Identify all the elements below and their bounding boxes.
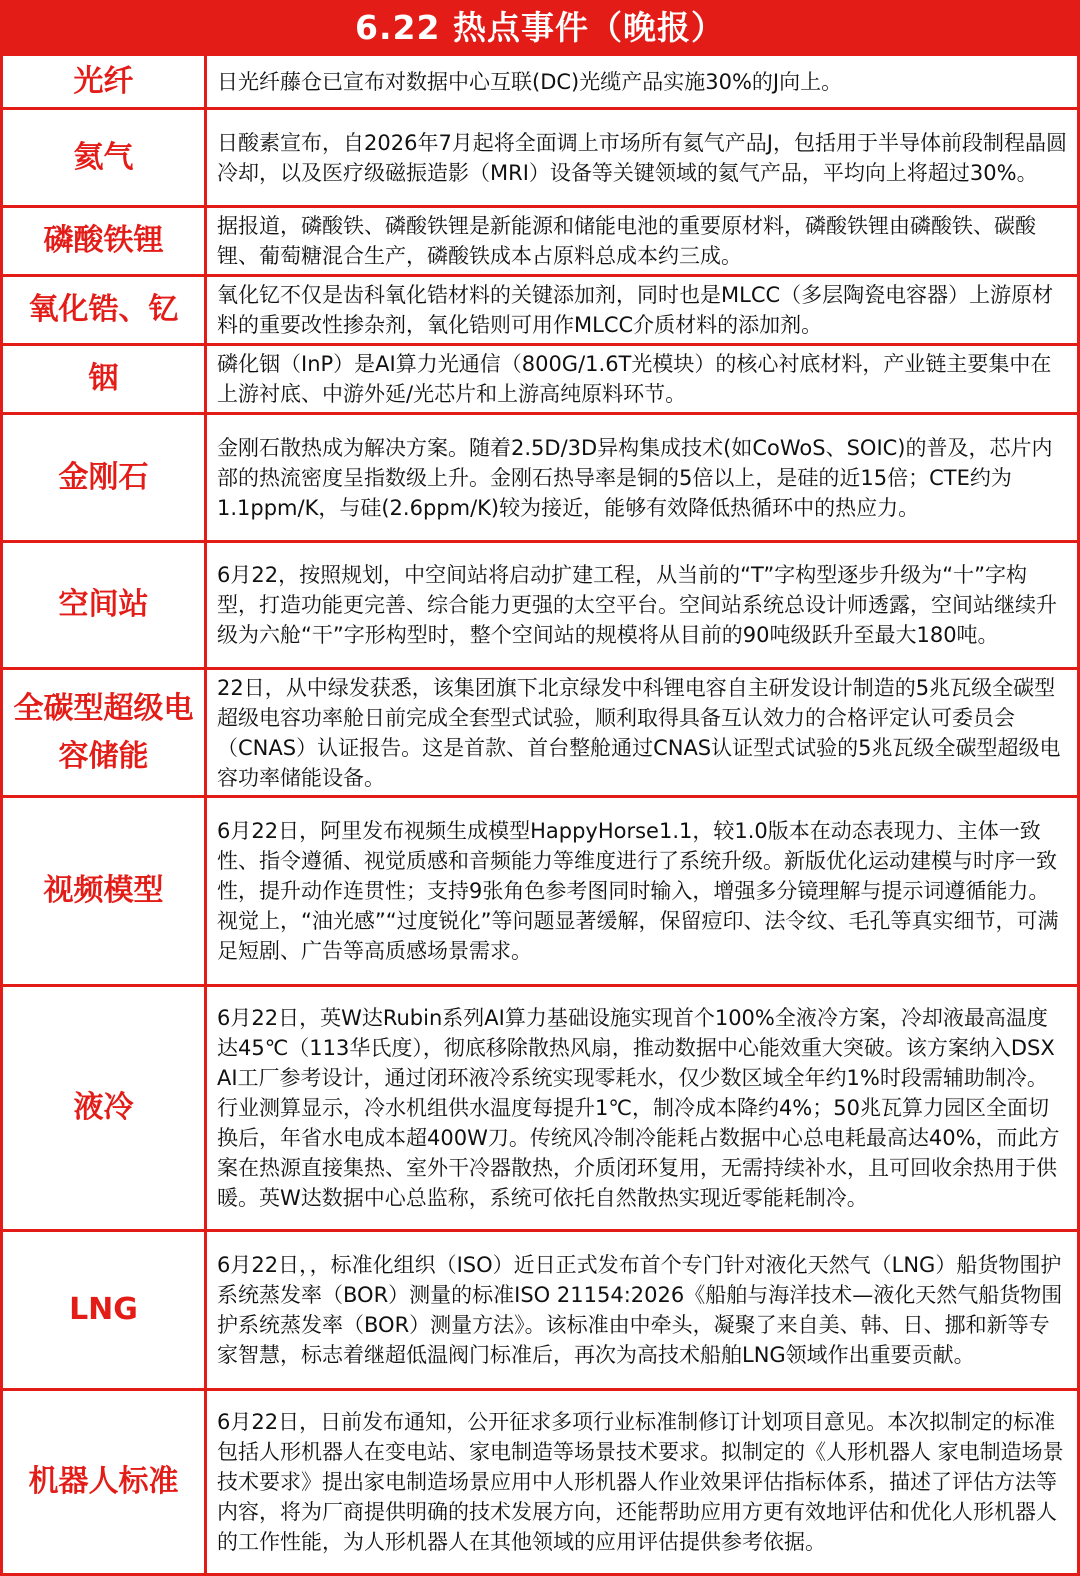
- table-row: [3, 795, 1077, 984]
- row-description: 氧化钇不仅是齿科氧化锆材料的关键添加剂，同时也是MLCC（多层陶瓷电容器）上游原材料的重要改性掺杂剂，氧化锆则可用作MLCC介质材料的添加剂。: [217, 283, 1054, 337]
- row-description: 据报道，磷酸铁、磷酸铁锂是新能源和储能电池的重要原材料，磷酸铁锂由磷酸铁、碳酸锂、葡萄糖混合生产，磷酸铁成本占原料总成本约三成。: [217, 214, 1036, 268]
- table-row: [3, 1388, 1077, 1573]
- table-row: [3, 107, 1077, 205]
- page-title: 6.22 热点事件（晚报）: [3, 3, 1077, 53]
- row-description: 6月22日，，标准化组织（ISO）近日正式发布首个专门针对液化天然气（LNG）船货物围护系统蒸发率（BOR）测量的标准ISO 21154:2026《船舶与海洋技术—液化天然气船货物围护系统蒸发率（BOR）测量方法》。该标准由中牵头，凝聚了来自美、韩、日、挪和新等专家智慧，标志着继超低温阀门标准后，再次为高技术船舶LNG领域作出重要贡献。: [217, 1253, 1063, 1367]
- table-row: [3, 1229, 1077, 1388]
- row-category: 铟: [3, 346, 207, 412]
- table-row: [3, 412, 1077, 540]
- row-category: 液冷: [3, 987, 207, 1229]
- table-row: [3, 984, 1077, 1229]
- row-category: LNG: [3, 1232, 207, 1388]
- table-row: [3, 205, 1077, 274]
- row-category: 空间站: [3, 543, 207, 667]
- table-row: [3, 53, 1077, 107]
- table-row: [3, 667, 1077, 795]
- table-row: [3, 343, 1077, 412]
- row-description: 6月22日，阿里发布视频生成模型HappyHorse1.1，较1.0版本在动态表现力、主体一致性、指令遵循、视觉质感和音频能力等维度进行了系统升级。新版优化运动建模与时序一致性，提升动作连贯性；支持9张角色参考图同时输入，增强多分镜理解与提示词遵循能力。视觉上，“油光感”“过度锐化”等问题显著缓解，保留痘印、法令纹、毛孔等真实细节，可满足短剧、广告等高质感场景需求。: [217, 819, 1059, 963]
- row-category: 视频模型: [3, 798, 207, 984]
- row-description: 日光纤藤仓已宣布对数据中心互联(DC)光缆产品实施30%的J向上。: [217, 69, 843, 94]
- row-category: 氦气: [3, 110, 207, 205]
- row-description: 22日，从中绿发获悉，该集团旗下北京绿发中科锂电容自主研发设计制造的5兆瓦级全碳型超级电容功率舱日前完成全套型式试验，顺利取得具备互认效力的合格评定认可委员会（CNAS）认证报告。这是首款、首台整舱通过CNAS认证型式试验的5兆瓦级全碳型超级电容功率储能设备。: [217, 675, 1061, 790]
- row-category: 光纤: [3, 56, 207, 107]
- row-category: 氧化锆、钇: [3, 277, 207, 343]
- row-category: 全碳型超级电容储能: [3, 670, 207, 795]
- row-description: 日酸素宣布，自2026年7月起将全面调上市场所有氦气产品J，包括用于半导体前段制程晶圆冷却，以及医疗级磁振造影（MRI）设备等关键领域的氦气产品，平均向上将超过30%。: [217, 130, 1067, 185]
- row-description: 磷化铟（InP）是AI算力光通信（800G/1.6T光模块）的核心衬底材料，产业链主要集中在上游衬底、中游外延/光芯片和上游高纯原料环节。: [217, 352, 1052, 406]
- row-category: 磷酸铁锂: [3, 208, 207, 274]
- row-description: 6月22日，英W达Rubin系列AI算力基础设施实现首个100%全液冷方案，冷却液最高温度达45℃（113华氏度），彻底移除散热风扇，推动数据中心能效重大突破。该方案纳入DSX AI工厂参考设计，通过闭环液冷系统实现零耗水，仅少数区域全年约1%时段需辅助制冷。行业测算显示，冷水机组供水温度每提升1℃，制冷成本降约4%；50兆瓦算力园区全面切换后，年省水电成本超400W刀。传统风冷制冷能耗占数据中心总电耗最高达40%，而此方案在热源直接集热、室外干冷器散热，介质闭环复用，无需持续补水，且可回收余热用于供暖。英W达数据中心总监称，系统可依托自然散热实现近零能耗制冷。: [217, 1006, 1060, 1210]
- row-description: 6月22，按照规划，中空间站将启动扩建工程，从当前的“T”字构型逐步升级为“十”字构型，打造功能更完善、综合能力更强的太空平台。空间站系统总设计师透露，空间站继续升级为六舱“干”字形构型时，整个空间站的规模将从目前的90吨级跃升至最大180吨。: [217, 563, 1057, 647]
- table-row: [3, 540, 1077, 667]
- table-row: [3, 274, 1077, 343]
- row-category: 机器人标准: [3, 1391, 207, 1573]
- row-category: 金刚石: [3, 415, 207, 540]
- row-description: 金刚石散热成为解决方案。随着2.5D/3D异构集成技术(如CoWoS、SOIC)的普及，芯片内部的热流密度呈指数级上升。金刚石热导率是铜的5倍以上，是硅的近15倍；CTE约为1.1ppm/K，与硅(2.6ppm/K)较为接近，能够有效降低热循环中的热应力。: [217, 435, 1053, 520]
- row-description: 6月22日，日前发布通知，公开征求多项行业标准制修订计划项目意见。本次拟制定的标准包括人形机器人在变电站、家电制造等场景技术要求。拟制定的《人形机器人 家电制造场景技术要求》提出家电制造场景应用中人形机器人作业效果评估指标体系，描述了评估方法等内容，将为厂商提供明确的技术发展方向，还能帮助应用方更有效地评估和优化人形机器人的工作性能，为人形机器人在其他领域的应用评估提供参考依据。: [217, 1410, 1064, 1554]
